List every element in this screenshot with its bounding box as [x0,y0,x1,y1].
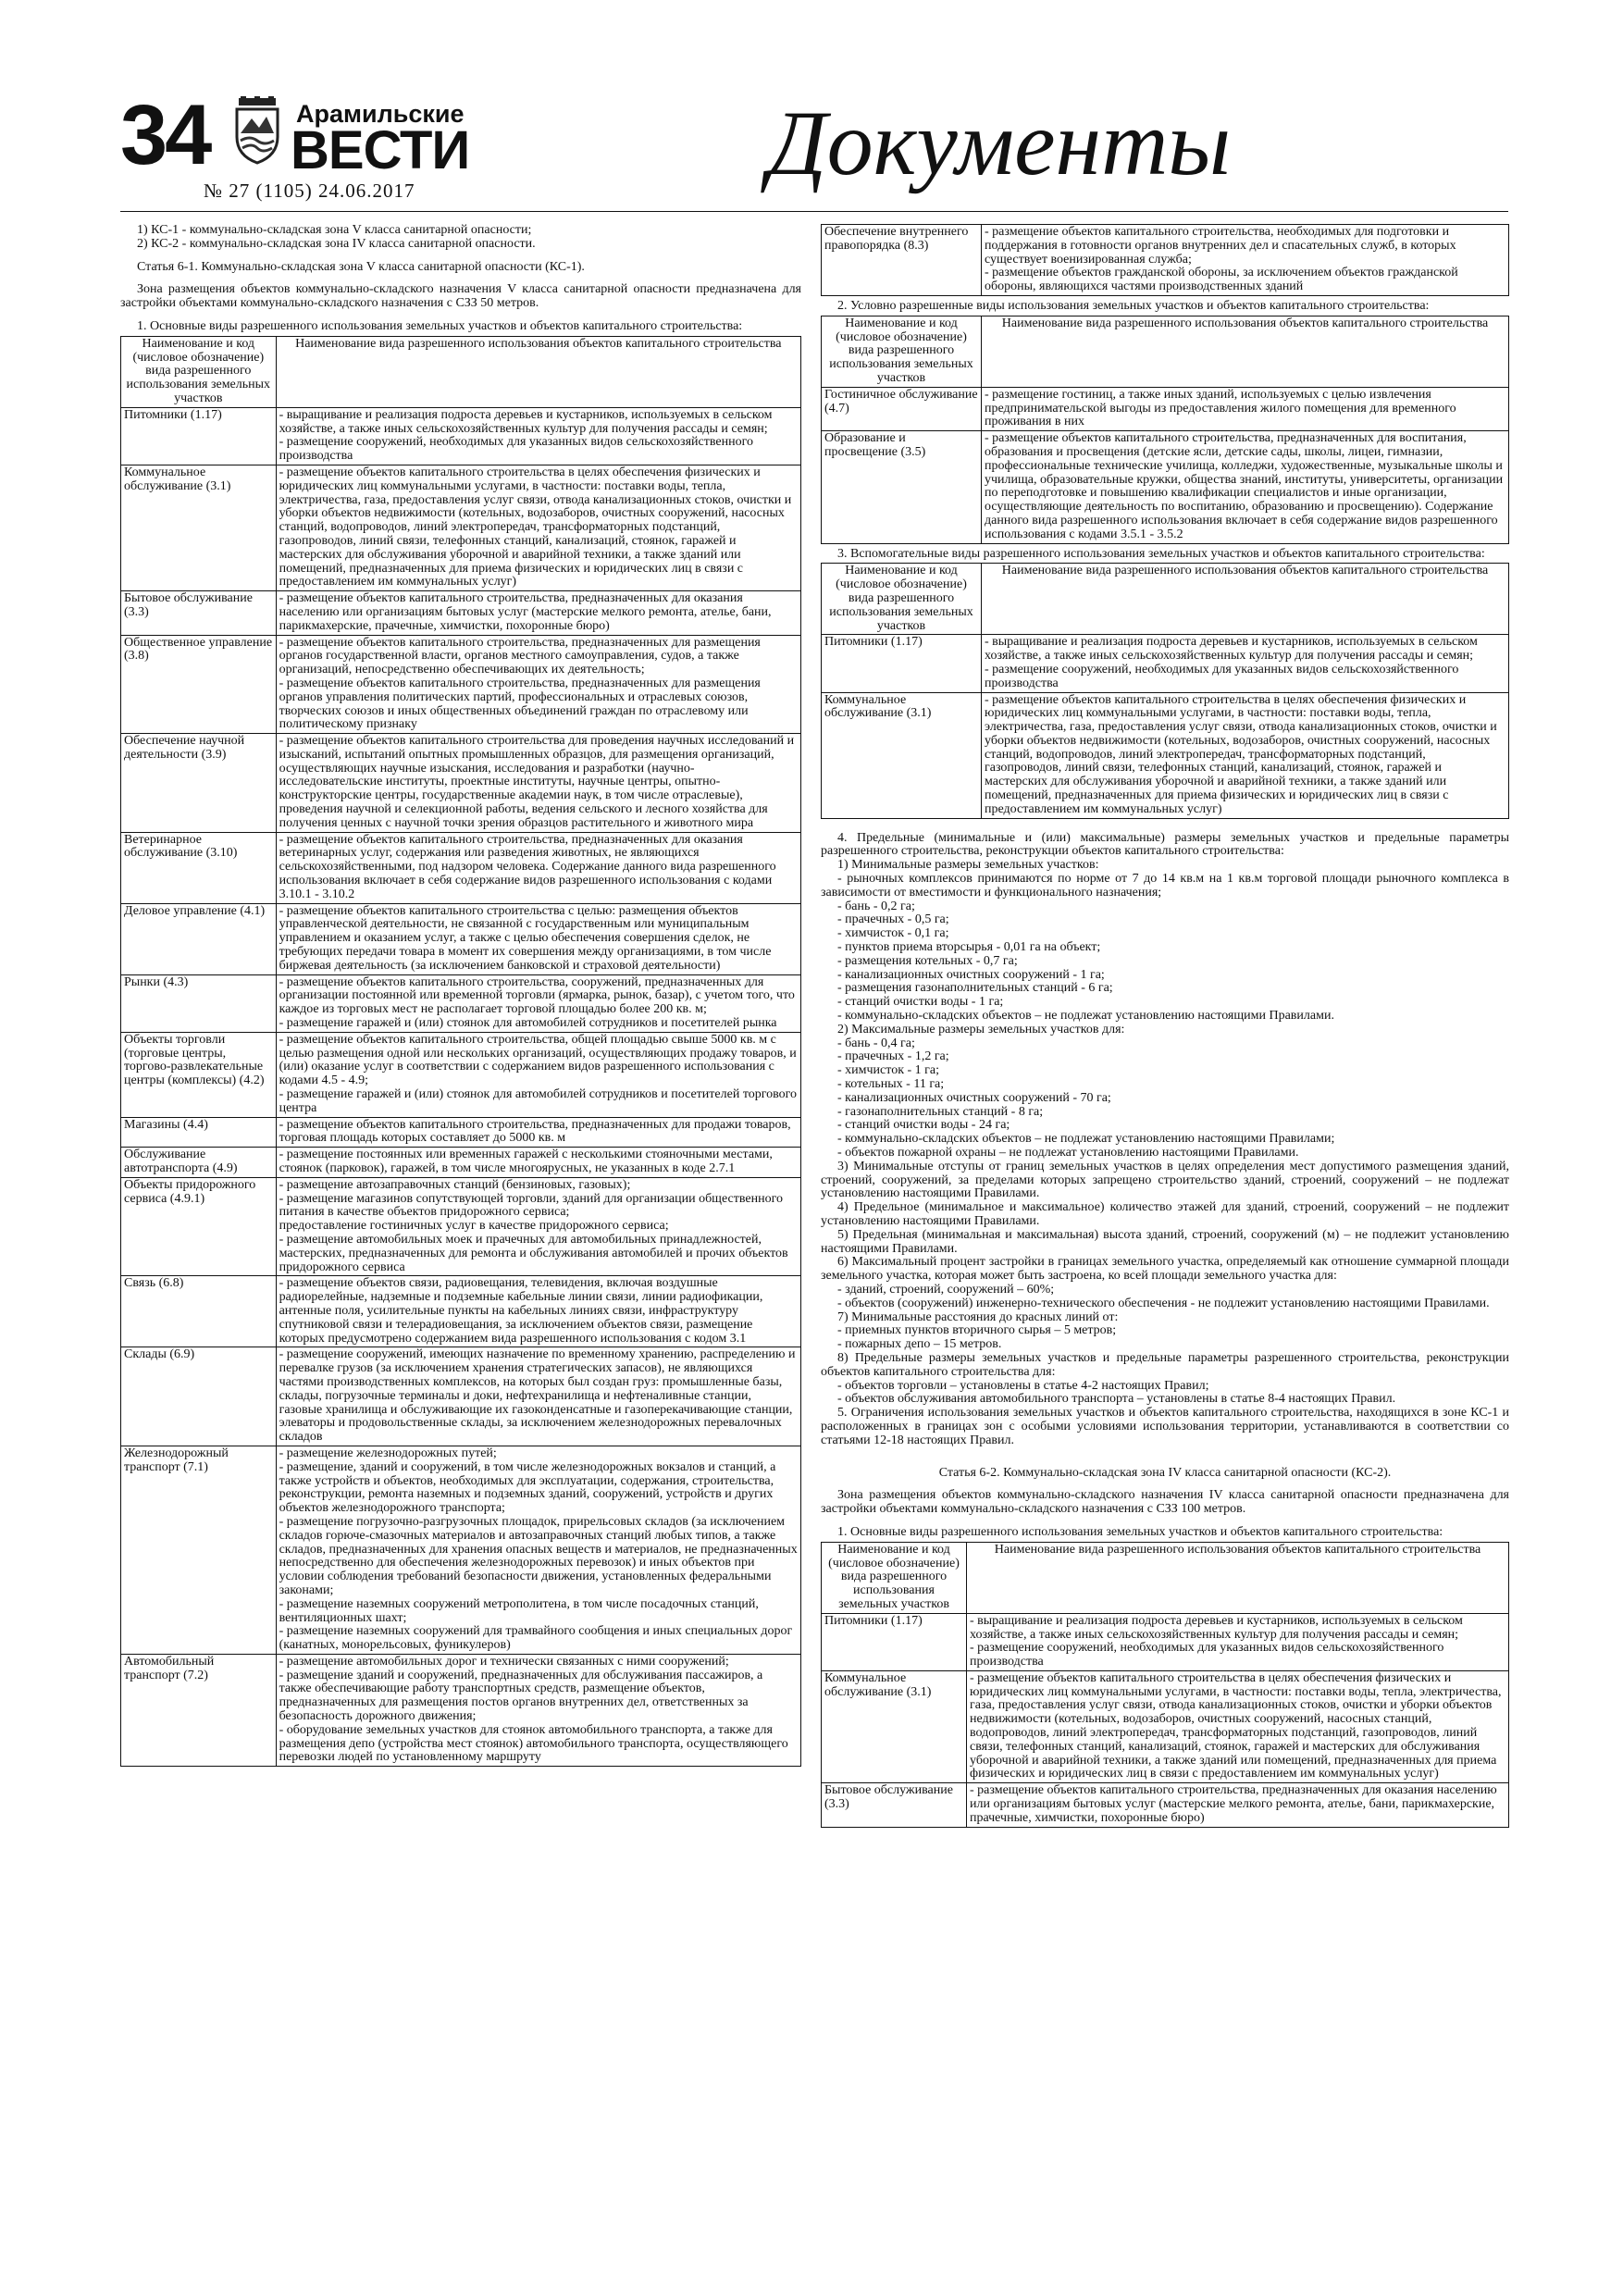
table-header-desc: Наименование вида разрешенного использования объектов капитального строительства [967,1542,1509,1613]
limits-line: 4) Предельное (минимальное и максимальное) количество этажей для зданий, строений, сооружений – не подлежит установлению настоящими Правилами. [821,1200,1509,1228]
table-header-name: Наименование и код (числовое обозначение) вида разрешенного использования земельных участков [822,1542,967,1613]
row-name: Общественное управление (3.8) [121,635,277,734]
row-description [276,1276,800,1347]
description-line: - размещение объектов капитального строительства в целях обеспечения физических и юридических лиц коммунальными услугами, в частности: поставки воды, тепла, электричества, газа, предоставления услуг связи, отвода канализационных стоков, очистки и уборки объектов недвижимости (котельных, водозаборов, очистных сооружений, насосных станций, водопроводов, линий электропередач, трансформаторных подстанций, газопроводов, линий связи, телефонных станций, канализаций, стоянок, гаражей и мастерских для обслуживания уборочной и аварийной техники, а также зданий или помещений, предназначенных для приема физических и юридических лиц в связи с предоставлением им коммунальных услуг) [279,465,792,590]
left-column [120,224,801,1770]
row-name: Железнодорожный транспорт (7.1) [121,1446,277,1654]
table-row [121,1446,801,1654]
table-header-desc: Наименование вида разрешенного использования объектов капитального строительства [276,336,800,407]
description-line: - размещение объектов капитального строительства в целях обеспечения физических и юридических лиц коммунальными услугами, в частности: поставки воды, тепла, электричества, газа, предоставления услуг связи, отвода канализационных стоков, очистки и уборки объектов недвижимости (котельных, водозаборов, очистных сооружений, насосных станций, водопроводов, линий электропередач, трансформаторных подстанций, газопроводов, линий связи, телефонных станций, канализаций, стоянок, гаражей и мастерских для обслуживания уборочной и аварийной техники, а также зданий или помещений, предназначенных для приема физических и юридических лиц в связи с предоставлением им коммунальных услуг) [970,1670,1502,1781]
zone-description: Зона размещения объектов коммунально-складского назначения V класса санитарной опасности предназначена для застройки объектами коммунально-складского назначения с СЗЗ 50 метров. [120,282,801,311]
description-line: - размещение сооружений, необходимых для указанных видов сельскохозяйственного производства [279,435,753,464]
row-description [276,591,800,635]
basic-uses-heading: 1. Основные виды разрешенного использования земельных участков и объектов капитального строительства: [837,1524,1443,1539]
description-line: - размещение объектов капитального строительства, сооружений, предназначенных для организации постоянной или временной торговли (ярмарка, рынок, базар), с учетом того, что каждое из торговых мест не располагает торговой площадью более 200 кв. м; [279,974,795,1017]
row-description [967,1783,1509,1827]
limits-line: 2) Максимальные размеры земельных участков для: [837,1022,1125,1036]
table-row [822,1783,1509,1827]
description-line: - выращивание и реализация подроста деревьев и кустарников, используемых в сельском хозяйстве, а также иных сельскохозяйственных культур для получения рассады и семян; [970,1613,1463,1642]
limits-line: - бань - 0,4 га; [837,1036,915,1050]
row-name: Рынки (4.3) [121,974,277,1032]
limits-line: - коммунально-складских объектов – не подлежат установлению настоящими Правилами. [837,1009,1334,1024]
limits-line: - станций очистки воды - 24 га; [837,1118,1010,1133]
description-line: - размещение объектов капитального строительства, предназначенных для воспитания, образования и просвещения (детские ясли, детские сады, школы, лицеи, гимназии, профессиональные технические училища, колледжи, художественные, музыкальные школы и училища, образовательные кружки, общества знаний, институты, университеты, организации по переподготовке и повышению квалификации специалистов и иные организации, осуществляющие деятельность по воспитанию, образованию и просвещению). Содержание данного вида разрешенного использования включает в себя содержание видов разрешенного использования с кодами 3.5.1 - 3.5.2 [985,431,1504,541]
limits-line: - размещения котельных - 0,7 га; [837,953,1018,968]
brand-name-small: Арамильские [296,100,465,128]
description-line: - размещение гаражей и (или) стоянок для автомобилей сотрудников и посетителей рынка [279,1016,777,1031]
row-name: Бытовое обслуживание (3.3) [121,591,277,635]
description-line: - размещение объектов капитального строительства, предназначенных для размещения органов управления политических партий, профессиональных и отраслевых союзов, творческих союзов и иных общественных объединений граждан по отраслевому или политическому признаку [279,676,761,732]
basic-uses-heading: 1. Основные виды разрешенного использования земельных участков и объектов капитального строительства: [137,318,743,333]
row-description [276,1347,800,1446]
description-line: - размещение магазинов сопутствующей торговли, зданий для организации общественного питания в качестве объектов придорожного сервиса; [279,1191,783,1220]
basic-uses-table-ks2 [821,1542,1509,1828]
row-name: Объекты придорожного сервиса (4.9.1) [121,1177,277,1276]
row-name: Связь (6.8) [121,1276,277,1347]
basic-uses-table [120,336,801,1767]
table-row [121,407,801,465]
table-row [121,1117,801,1148]
row-name: Коммунальное обслуживание (3.1) [822,692,982,818]
row-name: Склады (6.9) [121,1347,277,1446]
limits-line: 5) Предельная (минимальная и максимальная) высота зданий, строений, сооружений (м) – не подлежит установлению настоящими Правилами. [821,1227,1509,1256]
table-row [121,591,801,635]
table-row [822,387,1509,430]
limits-line: - объектов обслуживания автомобильного транспорта – установлены в статье 8-4 настоящих Правил. [837,1392,1396,1407]
row-name: Коммунальное обслуживание (3.1) [121,465,277,590]
row-description [276,1446,800,1654]
limits-line: 4. Предельные (минимальные и (или) максимальные) размеры земельных участков и предельные параметры разрешенного строительства, реконструкции объектов капитального строительства: [821,830,1509,859]
description-line: - размещение наземных сооружений для трамвайного сообщения и иных специальных дорог (канатных, монорельсовых, фуникулеров) [279,1624,793,1653]
continued-table [821,224,1509,296]
auxiliary-uses-heading: 3. Вспомогательные виды разрешенного использования земельных участков и объектов капитального строительства: [837,546,1485,561]
limits-section [821,832,1509,1448]
conditional-uses-heading: 2. Условно разрешенные виды использования земельных участков и объектов капитального строительства: [837,298,1430,313]
description-line: - размещение объектов капитального строительства с целью: размещения объектов управленческой деятельности, не связанной с государственным или муниципальным управлением и оказанием услуг, а также с целью обеспечения совершения сделок, не требующих передачи товара в момент их совершения между организациями, в том числе биржевая деятельность (за исключением банковской и страховой деятельности) [279,903,772,973]
description-line: - размещение автомобильных дорог и технически связанных с ними сооружений; [279,1654,729,1669]
page-number: 34 [120,88,210,182]
row-description [276,1032,800,1117]
header-rule [120,211,1508,212]
row-description [276,1117,800,1148]
limits-line: - газонаполнительных станций - 8 га; [837,1104,1044,1119]
table-row [121,1148,801,1178]
limits-line: - зданий, строений, сооружений – 60%; [837,1282,1055,1297]
intro-line: 1) КС-1 - коммунально-складская зона V класса санитарной опасности; [137,223,532,237]
row-description [967,1670,1509,1782]
description-line: - размещение сооружений, имеющих назначение по временному хранению, распределению и перевалке грузов (за исключением хранения стратегических запасов), не являющихся частями производственных комплексов, на которых был создан груз: промышленные базы, склады, погрузочные терминалы и доки, нефтехранилища и нефтеналивные станции, газовые хранилища и обслуживающие их газоконденсатные и газоперекачивающие станции, элеваторы и продовольственные склады, за исключением железнодорожных перевалочных складов [279,1347,796,1445]
limits-line: - пунктов приема вторсырья - 0,01 га на объект; [837,940,1101,955]
table-row [822,225,1509,296]
row-description [276,635,800,734]
limits-line: - прачечных - 1,2 га; [837,1049,949,1064]
limits-line: - пожарных депо – 15 метров. [837,1337,1002,1352]
description-line: - размещение объектов капитального строительства, предназначенных для продажи товаров, торговая площадь которых составляет до 5000 кв. м [279,1117,791,1146]
description-line: - размещение наземных сооружений метрополитена, в том числе посадочных станций, вентиляционных шахт; [279,1596,759,1625]
limits-line: - бань - 0,2 га; [837,899,915,913]
row-description [967,1613,1509,1670]
description-line: - размещение железнодорожных путей; [279,1446,497,1460]
limits-line: - рыночных комплексов принимаются по норме от 7 до 14 кв.м на 1 кв.м торговой площади рыночного комплекса в зависимости от вместимости и функционального назначения; [821,872,1509,900]
row-name: Магазины (4.4) [121,1117,277,1148]
table-header-name: Наименование и код (числовое обозначение) вида разрешенного использования земельных участков [822,316,982,387]
description-line: - размещение, зданий и сооружений, в том числе железнодорожных вокзалов и станций, а также устройств и объектов, необходимых для эксплуатации, содержания, строительства, реконструкции, ремонта наземных и подземных зданий, сооружений, устройств и других объектов железнодорожного транспорта; [279,1459,776,1516]
table-row [121,465,801,590]
auxiliary-uses-table [821,563,1509,818]
row-description [276,407,800,465]
row-name: Образование и просвещение (3.5) [822,431,982,543]
row-name: Бытовое обслуживание (3.3) [822,1783,967,1827]
limits-line: - объектов торговли – установлены в статье 4-2 настоящих Правил; [837,1378,1209,1393]
row-description [276,1654,800,1766]
limits-line: - объектов (сооружений) инженерно-технического обеспечения - не подлежит установлению настоящими Правилами. [837,1296,1490,1310]
brand-name-large: ВЕСТИ [291,120,470,180]
coat-of-arms-icon [233,96,281,165]
issue-info: № 27 (1105) 24.06.2017 [204,180,415,202]
row-name: Объекты торговли (торговые центры, торгово-развлекательные центры (комплексы) (4.2) [121,1032,277,1117]
row-description [982,635,1509,692]
table-row [121,1347,801,1446]
row-description [276,974,800,1032]
row-name: Деловое управление (4.1) [121,903,277,974]
limits-line: - объектов пожарной охраны – не подлежат установлению настоящими Правилами. [837,1146,1299,1160]
article-title: Статья 6-1. Коммунально-складская зона V класса санитарной опасности (КС-1). [137,259,585,274]
section-title: Документы [768,92,1232,194]
row-description [276,1177,800,1276]
description-line: - размещение объектов капитального строительства, предназначенных для оказания населению или организациям бытовых услуг (мастерские мелкого ремонта, ателье, бани, парикмахерские, прачечные, химчистки, похоронные бюро) [279,591,772,633]
table-row [121,1177,801,1276]
row-name: Питомники (1.17) [121,407,277,465]
limits-line: - химчисток - 0,1 га; [837,926,949,941]
limits-line: - прачечных - 0,5 га; [837,912,949,927]
table-header-name: Наименование и код (числовое обозначение) вида разрешенного использования земельных участков [822,564,982,635]
description-line: - размещение объектов капитального строительства, предназначенных для размещения органов государственной власти, органов местного самоуправления, судов, а также организаций, непосредственно обеспечивающих их деятельность; [279,635,761,677]
limits-line: 8) Предельные размеры земельных участков и предельные параметры разрешенного строительства, реконструкции объектов капитального строительства для: [821,1350,1509,1379]
row-description [982,692,1509,818]
limits-line: 6) Максимальный процент застройки в границах земельного участка, определяемый как отношение суммарной площади земельного участка, которая может быть застроена, ко всей площади земельного участка для: [821,1255,1509,1284]
row-description [982,431,1509,543]
table-row [121,832,801,903]
row-description [276,832,800,903]
row-name: Обеспечение внутреннего правопорядка (8.3) [822,225,982,296]
description-line: - размещение автозаправочных станций (бензиновых, газовых); [279,1177,631,1192]
table-row [822,1670,1509,1782]
row-name: Обеспечение научной деятельности (3.9) [121,734,277,833]
table-row [822,635,1509,692]
limits-line: - приемных пунктов вторичного сырья – 5 метров; [837,1323,1117,1338]
row-description [276,903,800,974]
page-header [120,88,1508,208]
description-line: - размещение сооружений, необходимых для указанных видов сельскохозяйственного производства [985,662,1459,690]
row-name: Автомобильный транспорт (7.2) [121,1654,277,1766]
table-row [121,635,801,734]
article-title: Статья 6-2. Коммунально-складская зона IV класса санитарной опасности (КС-2). [938,1465,1392,1480]
table-row [822,431,1509,543]
table-row [822,1613,1509,1670]
limits-line: - котельных - 11 га; [837,1077,945,1092]
row-description [276,734,800,833]
description-line: - выращивание и реализация подроста деревьев и кустарников, используемых в сельском хозяйстве, а также иных сельскохозяйственных культур для получения рассады и семян; [985,635,1478,664]
conditional-uses-table [821,316,1509,544]
description-line: - размещение автомобильных моек и прачечных для автомобильных принадлежностей, мастерских, предназначенных для ремонта и обслуживания автомобилей и прочих объектов придорожного сервиса [279,1232,788,1274]
limits-line: 1) Минимальные размеры земельных участков: [837,858,1099,873]
table-row [822,692,1509,818]
limits-line: 5. Ограничения использования земельных участков и объектов капитального строительства, находящихся в зоне КС-1 и расположенных в границах зон с особыми условиями использования территории, устанавливаются в соответствии со статьями 12-18 настоящих Правил. [821,1406,1509,1447]
intro-line: 2) КС-2 - коммунально-складская зона IV класса санитарной опасности. [137,236,536,251]
description-line: предоставление гостиничных услуг в качестве придорожного сервиса; [279,1219,669,1234]
row-description [276,1148,800,1178]
row-name: Питомники (1.17) [822,635,982,692]
description-line: - размещение гостиниц, а также иных зданий, используемых с целью извлечения предпринимательской выгоды из предоставления жилого помещения для временного проживания в них [985,387,1456,429]
description-line: - размещение постоянных или временных гаражей с несколькими стояночными местами, стоянок (парковок), гаражей, в том числе многоярусных, не указанных в коде 2.7.1 [279,1148,773,1175]
zone-description: Зона размещения объектов коммунально-складского назначения IV класса санитарной опасности предназначена для застройки объектами коммунально-складского назначения с СЗЗ 100 метров. [821,1488,1509,1517]
description-line: - размещение объектов капитального строительства, предназначенных для оказания ветеринарных услуг, содержания или разведения животных, не являющихся сельскохозяйственными, под надзором человека. Содержание данного вида разрешенного использования включает в себя содержание видов разрешенного использования с кодами 3.10.1 - 3.10.2 [279,832,776,901]
limits-line: 7) Минимальные расстояния до красных линий от: [837,1309,1119,1324]
description-line: - размещение гаражей и (или) стоянок для автомобилей сотрудников и посетителей торгового центра [279,1087,798,1115]
row-name: Питомники (1.17) [822,1613,967,1670]
description-line: - размещение сооружений, необходимых для указанных видов сельскохозяйственного производства [970,1641,1444,1669]
table-row [121,1276,801,1347]
limits-line: 3) Минимальные отступы от границ земельных участков в целях определения мест допустимого размещения зданий, строений, сооружений, за пределами которых запрещено строительство зданий, строений, сооружений – не подлежат установлению настоящими Правилами. [821,1159,1509,1201]
table-header-desc: Наименование вида разрешенного использования объектов капитального строительства [982,564,1509,635]
description-line: - размещение объектов капитального строительства, необходимых для подготовки и поддержания в готовности органов внутренних дел и спасательных служб, в которых существует военизированная служба; [985,225,1456,267]
row-description [982,225,1509,296]
description-line: - выращивание и реализация подроста деревьев и кустарников, используемых в сельском хозяйстве, а также иных сельскохозяйственных культур для получения рассады и семян; [279,407,773,436]
limits-line: - канализационных очистных сооружений - 70 га; [837,1090,1111,1105]
table-row [121,1032,801,1117]
row-name: Обслуживание автотранспорта (4.9) [121,1148,277,1178]
description-line: - размещение объектов капитального строительства в целях обеспечения физических и юридических лиц коммунальными услугами, в частности: поставки воды, тепла, электричества, газа, предоставления услуг связи, отвода канализационных стоков, очистки и уборки объектов недвижимости (котельных, водозаборов, очистных сооружений, насосных станций, водопроводов, линий электропередач, трансформаторных подстанций, газопроводов, линий связи, телефонных станций, канализаций, стоянок, гаражей и мастерских для обслуживания уборочной и аварийной техники, а также зданий или помещений, предназначенных для приема физических и юридических лиц в связи с предоставлением им коммунальных услуг) [985,692,1497,816]
row-name: Ветеринарное обслуживание (3.10) [121,832,277,903]
description-line: - размещение зданий и сооружений, предназначенных для обслуживания пассажиров, а также обеспечивающие работу транспортных средств, размещение объектов, предназначенных для размещения постов органов внутренних дел, ответственных за безопасность дорожного движения; [279,1668,763,1724]
right-column [821,224,1509,1831]
description-line: - размещение объектов капитального строительства, предназначенных для оказания населению или организациям бытовых услуг (мастерские мелкого ремонта, ателье, бани, парикмахерские, прачечные, химчистки, похоронные бюро) [970,1783,1497,1825]
row-description [982,387,1509,430]
description-line: - размещение погрузочно-разгрузочных площадок, прирельсовых складов (за исключением складов горюче-смазочных материалов и автозаправочных станций любых типов, а также складов, предназначенных для хранения опасных веществ и материалов, не предназначенных непосредственно для обеспечения железнодорожных перевозок) и иных объектов при условии соблюдения требований безопасности движения, установленных федеральными законами; [279,1514,798,1597]
limits-line: - станций очистки воды - 1 га; [837,995,1004,1010]
limits-line: - размещения газонаполнительных станций - 6 га; [837,981,1113,996]
limits-line: - химчисток - 1 га; [837,1063,940,1078]
description-line: - размещение объектов связи, радиовещания, телевидения, включая воздушные радиорелейные, надземные и подземные кабельные линии связи, линии радиофикации, антенные поля, усилительные пункты на кабельных линиях связи, инфраструктуру спутниковой связи и телерадиовещания, за исключением объектов связи, размещение которых предусмотрено содержанием вида разрешенного использования с кодом 3.1 [279,1276,763,1346]
row-description [276,465,800,590]
table-row [121,903,801,974]
table-header-desc: Наименование вида разрешенного использования объектов капитального строительства [982,316,1509,387]
row-name: Коммунальное обслуживание (3.1) [822,1670,967,1782]
table-header-name: Наименование и код (числовое обозначение) вида разрешенного использования земельных участков [121,336,277,407]
description-line: - размещение объектов гражданской обороны, за исключением объектов гражданской обороны, являющихся частями производственных зданий [985,266,1458,294]
table-row [121,974,801,1032]
description-line: - размещение объектов капитального строительства для проведения научных исследований и изысканий, испытаний опытных промышленных образцов, для размещения организаций, осуществляющих научные изыскания, исследования и разработки (научно-исследовательские институты, проектные институты, научные центры, опытно-конструкторские центры, государственные академии наук, в том числе отраслевые), проведения научной и селекционной работы, ведения сельского и лесного хозяйства для получения ценных с научной точки зрения образцов растительного и животного мира [279,734,795,830]
limits-line: - канализационных очистных сооружений - 1 га; [837,967,1105,982]
description-line: - оборудование земельных участков для стоянок автомобильного транспорта, а также для размещения депо (устройства мест стоянок) автомобильного транспорта, осуществляющего перевозки людей по установленному маршруту [279,1722,788,1765]
limits-line: - коммунально-складских объектов – не подлежат установлению настоящими Правилами; [837,1132,1335,1147]
row-name: Гостиничное обслуживание (4.7) [822,387,982,430]
table-row [121,1654,801,1766]
table-row [121,734,801,833]
description-line: - размещение объектов капитального строительства, общей площадью свыше 5000 кв. м с целью размещения одной или нескольких организаций, осуществляющих продажу товаров, и (или) оказание услуг в соответствии с содержанием видов разрешенного использования с кодами 4.5 - 4.9; [279,1032,797,1088]
